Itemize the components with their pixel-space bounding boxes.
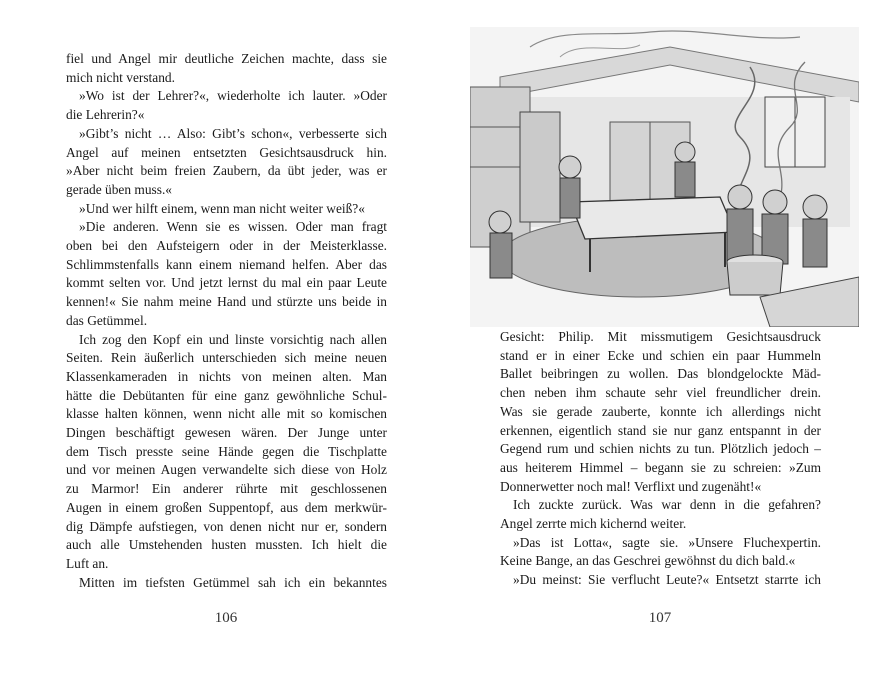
text-line: »Das ist Lotta«, sagte sie. »Unsere Fluchexpertin. — [513, 534, 821, 550]
text-line: chen neben ihm schaute sehr viel freundlicher drein. — [500, 385, 821, 401]
text-line: »Aber nicht beim freien Zaubern, da übt jeder, was er — [66, 163, 387, 179]
right-page-text — [500, 328, 821, 590]
text-line: Klassenkameraden in nichts von meinen alten. Man — [66, 368, 387, 384]
text-line: kommt selten vor. Und jetzt lernst du mal ein paar Leute — [66, 275, 387, 291]
text-line: fiel und Angel mir deutliche Zeichen machte, dass sie — [66, 51, 387, 66]
text-line: Mitten im tiefsten Getümmel sah ich ein bekanntes — [79, 574, 387, 590]
text-line: stand er in einer Ecke und schien ein paar Hummeln — [500, 347, 821, 363]
text-line: Angel auf meinen entsetzten Gesichtsausdruck hin. — [66, 144, 387, 160]
text-line: Gesicht: Philip. Mit missmutigem Gesichtsausdruck — [500, 329, 821, 344]
text-line: »Und wer hilft einem, wenn man nicht weiter weiß?« — [79, 200, 365, 216]
text-line: auch alle Umstehenden husten mussten. Ich hielt die — [66, 537, 387, 553]
text-line: Seiten. Rein äußerlich unterschieden sich meine neuen — [66, 350, 387, 366]
page-number: 106 — [214, 610, 238, 626]
text-line: klasse halten können, wenn nicht alle mit so komischen — [66, 406, 387, 422]
text-line: Luft an. — [66, 555, 109, 571]
text-line: zu Marmor! Ein anderer rührte mit geschlossenen — [66, 481, 387, 497]
text-line: Ich zog den Kopf ein und linste vorsichtig nach allen — [79, 331, 387, 347]
classroom-illustration — [470, 27, 859, 327]
text-line: oben bei den Aufsteigern oder in der Meisterklasse. — [66, 238, 387, 254]
text-line: erkennen, eigentlich stand sie nur ganz entspannt in der — [500, 422, 821, 438]
text-line: Augen in einem großen Suppentopf, aus dem merkwür- — [66, 499, 387, 515]
text-line: »Die anderen. Wenn sie es wissen. Oder man fragt — [79, 219, 387, 235]
text-line: Ballet beibringen zu wollen. Das blondgelockte Mäd- — [500, 366, 821, 382]
text-line: Dingen beschäftigt gewesen wären. Der Junge unter — [66, 425, 387, 441]
text-line: »Wo ist der Lehrer?«, wiederholte ich lauter. »Oder — [79, 88, 387, 104]
text-line: »Du meinst: Sie verflucht Leute?« Entsetzt starrte ich — [513, 572, 821, 588]
text-line: dig Dämpfe aufstiegen, von denen nicht nur er, sondern — [66, 518, 387, 534]
text-line: das Getümmel. — [66, 312, 148, 328]
text-line: gerade üben muss.« — [66, 181, 172, 197]
left-page-text — [66, 50, 387, 592]
text-line: kennen!« Sie nahm meine Hand und stürzte uns beide in — [66, 294, 387, 310]
text-line: Gegend rum und schien nichts zu tun. Plötzlich jedoch – — [500, 441, 821, 457]
page-number: 107 — [648, 610, 672, 626]
text-line: und vor meinen Augen verwandelte sich diese von Holz — [66, 462, 387, 478]
text-line: Angel zerrte mich kichernd weiter. — [500, 516, 687, 532]
text-line: Donnerwetter noch mal! Verflixt und zugenäht!« — [500, 478, 762, 494]
text-line: aus heiterem Himmel – begann sie zu schreien: »Zum — [500, 459, 821, 475]
text-line: hätte die Debütanten für eine ganz gewöhnliche Schul- — [66, 387, 387, 403]
text-line: Schlimmstenfalls kann einem niemand helfen. Aber das — [66, 256, 387, 272]
text-line: mich nicht verstand. — [66, 69, 175, 85]
text-line: »Gibt’s nicht … Also: Gibt’s schon«, verbesserte sich — [79, 125, 387, 141]
text-line: Keine Bange, an das Geschrei gewöhnst du dich bald.« — [500, 553, 796, 569]
text-line: Ich zuckte zurück. Was war denn in die gefahren? — [513, 497, 821, 513]
text-line: dem Tisch presste seine Hände gegen die Tischplatte — [66, 443, 387, 459]
right-page — [443, 0, 886, 680]
text-line: die Lehrerin?« — [66, 107, 145, 123]
text-line: Was sie gerade zauberte, konnte ich allerdings nicht — [500, 403, 821, 419]
